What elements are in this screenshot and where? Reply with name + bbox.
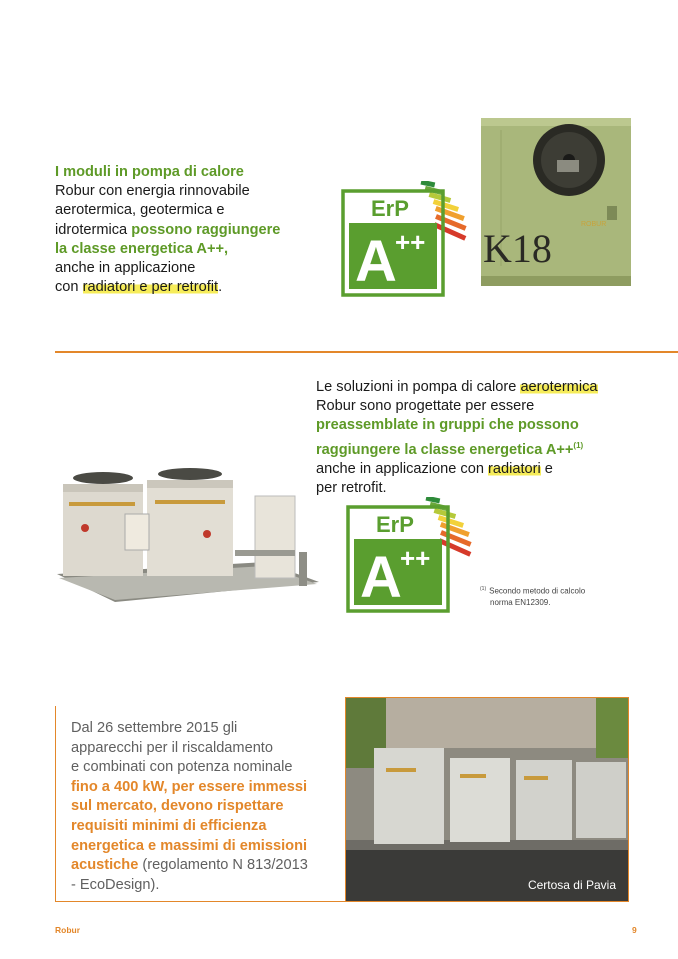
intro-highlight: la classe energetica A++, <box>55 240 229 257</box>
eco-highlight: sul mercato, devono rispettare <box>71 798 284 815</box>
aero-line: anche in applicazione con <box>316 460 489 477</box>
eco-line: (regolamento N 813/2013 <box>138 857 308 874</box>
energy-class-plus: ++ <box>395 227 426 257</box>
heat-pump-k18-photo <box>481 116 636 292</box>
eco-highlight: energetica e massimi di emissioni <box>71 837 308 854</box>
preassembled-heat-pump-group-photo <box>55 462 323 607</box>
footer-brand: Robur <box>55 925 81 935</box>
aero-line: per retrofit. <box>316 479 387 496</box>
aero-line: e <box>540 460 553 477</box>
intro-paragraph <box>55 163 335 297</box>
certosa-installation-photo <box>345 697 629 902</box>
page-number: 9 <box>632 925 637 935</box>
intro-line: idrotermica <box>55 221 132 238</box>
intro-line: con <box>55 279 83 296</box>
aero-highlight: raggiungere la classe energetica A++ <box>316 441 574 458</box>
erp-label: ErP <box>371 196 409 221</box>
energy-class-letter: A <box>360 545 402 610</box>
aero-marker-highlight: radiatori <box>488 460 541 477</box>
intro-highlight: possono raggiungere <box>131 221 281 238</box>
intro-line: aerotermica, geotermica e <box>55 202 225 219</box>
photo-caption: Certosa di Pavia <box>527 878 616 892</box>
energy-class-plus: ++ <box>400 543 431 573</box>
aero-marker-highlight: aerotermica <box>520 379 598 395</box>
aero-highlight: preassemblate in gruppi che possono <box>316 417 579 434</box>
aero-line: Le soluzioni in pompa di calore <box>316 379 521 395</box>
energy-class-letter: A <box>355 229 397 294</box>
product-label: K18 <box>483 226 552 271</box>
aerothermal-paragraph <box>316 378 656 498</box>
product-brand: ROBUR <box>581 221 607 228</box>
aero-line: Robur sono progettate per essere <box>316 398 535 415</box>
intro-marker-highlight: radiatori e per retrofit <box>82 279 219 296</box>
eco-highlight: acustiche <box>71 857 139 874</box>
section-divider <box>55 351 678 353</box>
erp-energy-badge <box>341 181 476 297</box>
footnote-reference: (1) <box>573 440 584 450</box>
footnote <box>480 584 620 608</box>
eco-highlight: fino a 400 kW, per essere immessi <box>71 778 308 795</box>
ecodesign-paragraph <box>71 719 343 895</box>
footnote-line: Secondo metodo di calcolo <box>489 586 586 596</box>
erp-label: ErP <box>376 512 414 537</box>
footnote-mark: (1) <box>480 586 487 592</box>
intro-heading: I moduli in pompa di calore <box>55 164 244 180</box>
intro-line: Robur con energia rinnovabile <box>55 183 250 200</box>
intro-line: anche in applicazione <box>55 260 196 277</box>
footnote-line: norma EN12309. <box>490 597 551 607</box>
eco-highlight: requisiti minimi di efficienza <box>71 817 267 834</box>
eco-line: - EcoDesign). <box>71 876 160 893</box>
eco-line: Dal 26 settembre 2015 gli <box>71 720 238 736</box>
eco-line: apparecchi per il riscaldamento <box>71 739 273 756</box>
erp-energy-badge <box>346 497 481 613</box>
intro-line: . <box>218 279 223 296</box>
eco-line: e combinati con potenza nominale <box>71 759 293 776</box>
